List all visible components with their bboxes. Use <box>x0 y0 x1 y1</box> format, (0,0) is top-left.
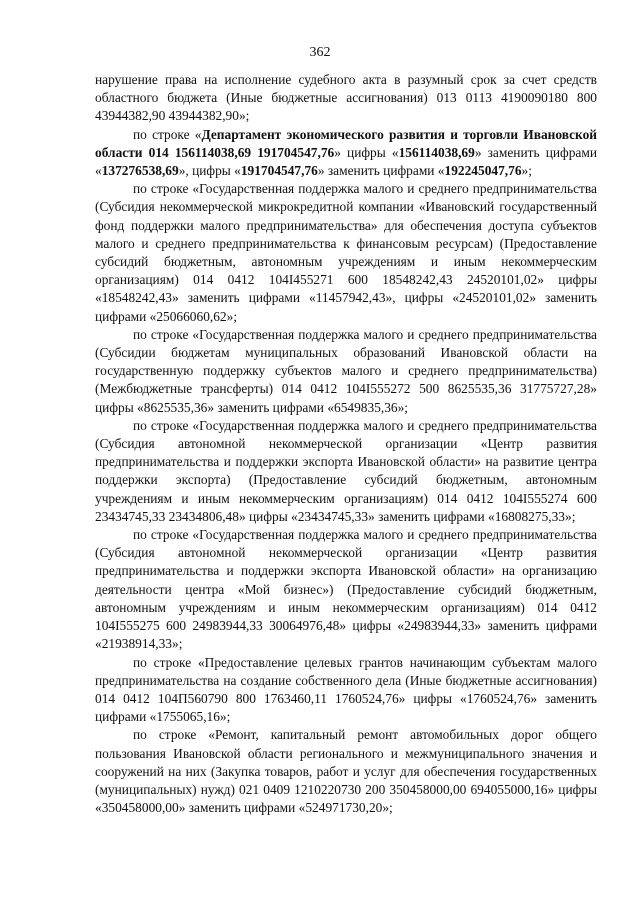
paragraph <box>95 126 597 181</box>
document-body <box>95 71 597 817</box>
paragraph <box>95 71 597 126</box>
page-number: 362 <box>309 45 331 60</box>
text-run: по строке «Предоставление целевых грантов начинающим субъектам малого предпринимательства на создание собственного дела (Иные бюджетные ассигнования) 014 0412 104П560790 800 1763460,11 1760524,76» цифры «1760524,76» заменить цифрами «1755065,16»; <box>95 654 597 725</box>
text-run: по строке «Ремонт, капитальный ремонт автомобильных дорог общего пользования Ивановской области регионального и межмуниципального значения и сооружений на них (Закупка товаров, работ и услуг для обеспечения государственных (муниципальных) нужд) 021 0409 1210220730 200 350458000,00 694055000,16» цифры «350458000,00» заменить цифрами «524971730,20»; <box>95 727 597 816</box>
bold-text-run: 137276538,69 <box>101 163 179 179</box>
bold-text-run: 192245047,76 <box>444 163 522 179</box>
paragraph <box>95 180 597 326</box>
text-run: по строке «Государственная поддержка малого и среднего предпринимательства (Субсидия автономной некоммерческой организации «Центр развития предпринимательства и поддержки экспорта Ивановской области» на организацию деятельности центра «Мой бизнес») (Предоставление субсидий бюджетным, автономным учреждениям и иным некоммерческим организациям) 014 0412 104I555275 600 24983944,33 30064976,48» цифры «24983944,33» заменить цифрами «21938914,33»; <box>95 527 597 652</box>
text-run: »; <box>521 163 532 179</box>
text-run: » цифры « <box>334 144 399 160</box>
bold-text-run: 191704547,76 <box>240 163 318 179</box>
bold-text-run: Департамент экономического развития и торговли Ивановской области 014 156114038,69 191704547,76 <box>95 126 597 160</box>
text-run: по строке «Государственная поддержка малого и среднего предпринимательства (Субсидии бюджетам муниципальных образований Ивановской области на государственную поддержку субъектов малого и среднего предпринимательства) (Межбюджетные трансферты) 014 0412 104I555272 500 8625535,36 31775727,28» цифры «8625535,36» заменить цифрами «6549835,36»; <box>95 326 597 415</box>
paragraph <box>95 526 597 653</box>
paragraph <box>95 726 597 817</box>
text-run: », цифры « <box>178 163 241 179</box>
text-run: » заменить цифрами « <box>95 144 597 179</box>
paragraph <box>95 654 597 727</box>
text-run: по строке «Государственная поддержка малого и среднего предпринимательства (Субсидия некоммерческой микрокредитной компании «Ивановский государственный фонд поддержки малого предпринимательства» для обеспечения доступа субъектов малого и среднего предпринимательства к финансовым ресурсам) (Предоставление субсидий бюджетным, автономным учреждениям и иным некоммерческим организациям) 014 0412 104I455271 600 18548242,43 24520101,02» цифры «18548242,43» заменить цифрами «11457942,43», цифры «24520101,02» заменить цифрами «25066060,62»; <box>95 181 597 324</box>
text-run: по строке «Государственная поддержка малого и среднего предпринимательства (Субсидия автономной некоммерческой организации «Центр развития предпринимательства и поддержки экспорта Ивановской области» на развитие центра поддержки экспорта) (Предоставление субсидий бюджетным, автономным учреждениям и иным некоммерческим организациям) 014 0412 104I555274 600 23434745,33 23434806,48» цифры «23434745,33» заменить цифрами «16808275,33»; <box>95 417 597 524</box>
paragraph <box>95 417 597 526</box>
paragraph <box>95 326 597 417</box>
text-run: нарушение права на исполнение судебного акта в разумный срок за счет средств областного бюджета (Иные бюджетные ассигнования) 013 0113 4190090180 800 43944382,90 43944382,90»; <box>95 72 597 124</box>
text-run: по строке « <box>133 126 202 142</box>
bold-text-run: 156114038,69 <box>398 144 475 160</box>
text-run: » заменить цифрами « <box>317 163 445 179</box>
